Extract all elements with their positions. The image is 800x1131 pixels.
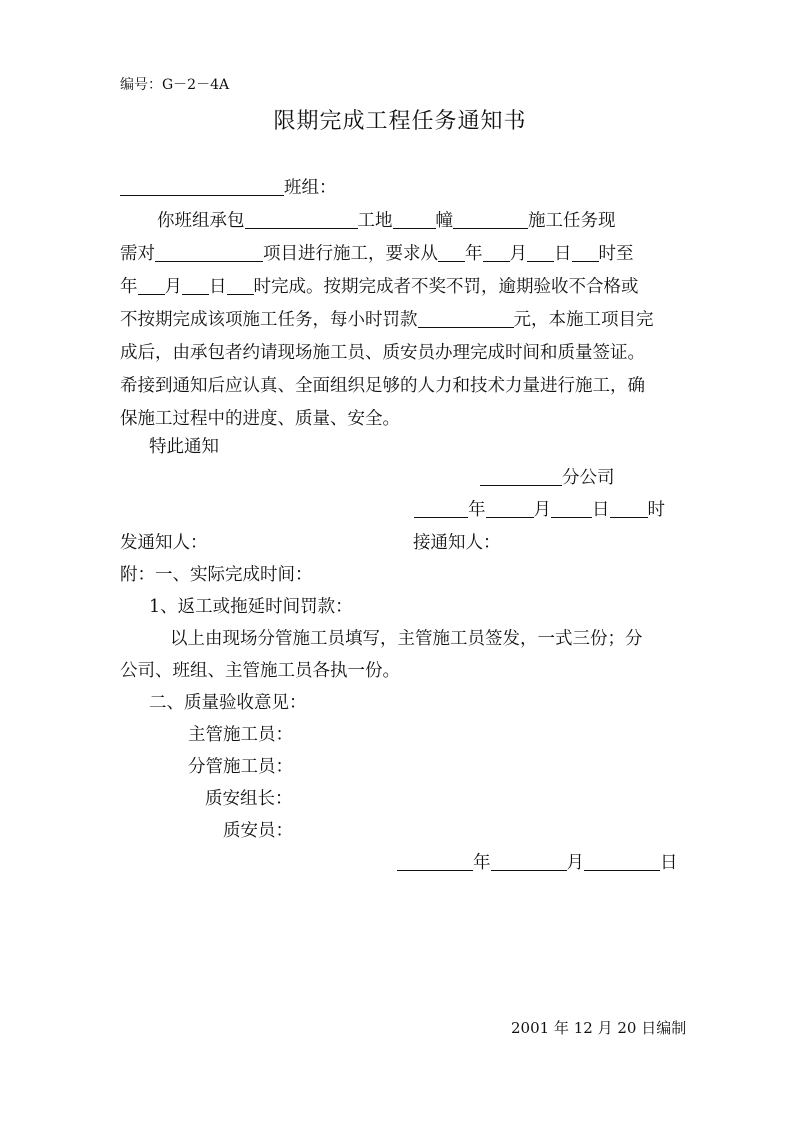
- body-line-7: 保施工过程中的进度、质量、安全。: [120, 409, 400, 429]
- end-day-blank[interactable]: [182, 274, 209, 295]
- text: 元，本施工项目完: [513, 310, 654, 330]
- start-hour-blank[interactable]: [572, 241, 599, 262]
- text: 日: [209, 277, 227, 297]
- issue-day-blank[interactable]: [551, 497, 592, 518]
- appendix-completion-time: 附：一、实际完成时间：: [120, 565, 313, 585]
- appendix-note-2: 公司、班组、主管施工员各执一份。: [120, 661, 400, 681]
- text: 分公司: [562, 468, 615, 488]
- text: 工地: [357, 211, 393, 231]
- text: 时至: [598, 244, 634, 264]
- building-blank[interactable]: [393, 208, 436, 229]
- appendix-penalty: 1、返工或拖延时间罚款：: [149, 597, 353, 617]
- body-line-3: [120, 270, 639, 304]
- item-blank[interactable]: [155, 241, 263, 262]
- addressee-line: [120, 171, 337, 205]
- task-blank[interactable]: [453, 208, 528, 229]
- body-line-4: [120, 303, 654, 337]
- end-month-blank[interactable]: [138, 274, 165, 295]
- body-line-1: [157, 204, 616, 238]
- body-line-6: 希接到通知后应认真、全面组织足够的人力和技术力量进行施工，确: [120, 376, 645, 396]
- issuer-company: [480, 461, 615, 495]
- appendix-note-1: 以上由现场分管施工员填写，主管施工员签发，一式三份；分: [170, 629, 643, 649]
- text: 日: [660, 853, 678, 873]
- text: 需对: [120, 244, 155, 264]
- end-hour-blank[interactable]: [227, 274, 254, 295]
- document-number: 编号：G－2－4A: [120, 77, 230, 93]
- penalty-blank[interactable]: [418, 307, 514, 328]
- text: 月: [566, 853, 584, 873]
- start-day-blank[interactable]: [527, 241, 554, 262]
- text: 年: [473, 853, 491, 873]
- text: 月: [164, 277, 182, 297]
- accept-year-blank[interactable]: [397, 850, 473, 871]
- text: 月: [533, 500, 551, 520]
- body-line-5: 成后，由承包者约请现场施工员、质安员办理完成时间和质量签证。: [120, 343, 645, 363]
- acceptance-date: [397, 846, 678, 880]
- team-suffix: 班组：: [284, 178, 337, 198]
- team-name-blank[interactable]: [120, 175, 284, 196]
- signature-safety-officer: 质安员：: [223, 821, 293, 841]
- closing-text: 特此通知: [149, 437, 219, 457]
- signature-chief-worker: 主管施工员：: [188, 725, 293, 745]
- text: 你班组承包: [157, 211, 245, 231]
- issue-year-blank[interactable]: [414, 497, 468, 518]
- text: 日: [554, 244, 572, 264]
- text: 不按期完成该项施工任务，每小时罚款: [120, 310, 418, 330]
- company-blank[interactable]: [480, 465, 562, 486]
- issue-hour-blank[interactable]: [610, 497, 648, 518]
- accept-day-blank[interactable]: [584, 850, 660, 871]
- signature-section-worker: 分管施工员：: [188, 757, 293, 777]
- body-line-2: [120, 237, 634, 271]
- signature-safety-leader: 质安组长：: [205, 789, 293, 809]
- text: 幢: [435, 211, 453, 231]
- text: 年: [465, 244, 483, 264]
- text: 时完成。按期完成者不奖不罚，逾期验收不合格或: [253, 277, 639, 297]
- project-blank[interactable]: [245, 208, 358, 229]
- text: 月: [509, 244, 527, 264]
- text: 年: [468, 500, 486, 520]
- accept-month-blank[interactable]: [491, 850, 567, 871]
- start-year-blank[interactable]: [438, 241, 465, 262]
- start-month-blank[interactable]: [483, 241, 510, 262]
- issue-month-blank[interactable]: [486, 497, 534, 518]
- compiled-date: 2001 年 12 月 20 日编制: [511, 1019, 687, 1037]
- text: 施工任务现: [528, 211, 616, 231]
- text: 时: [647, 500, 665, 520]
- issue-date: [414, 493, 665, 527]
- text: 项目进行施工，要求从: [263, 244, 438, 264]
- text: 日: [592, 500, 610, 520]
- sender-label: 发通知人：: [120, 533, 208, 553]
- text: 年: [120, 277, 138, 297]
- appendix-quality: 二、质量验收意见：: [149, 693, 307, 713]
- document-title: 限期完成工程任务通知书: [273, 109, 527, 134]
- receiver-label: 接通知人：: [413, 533, 501, 553]
